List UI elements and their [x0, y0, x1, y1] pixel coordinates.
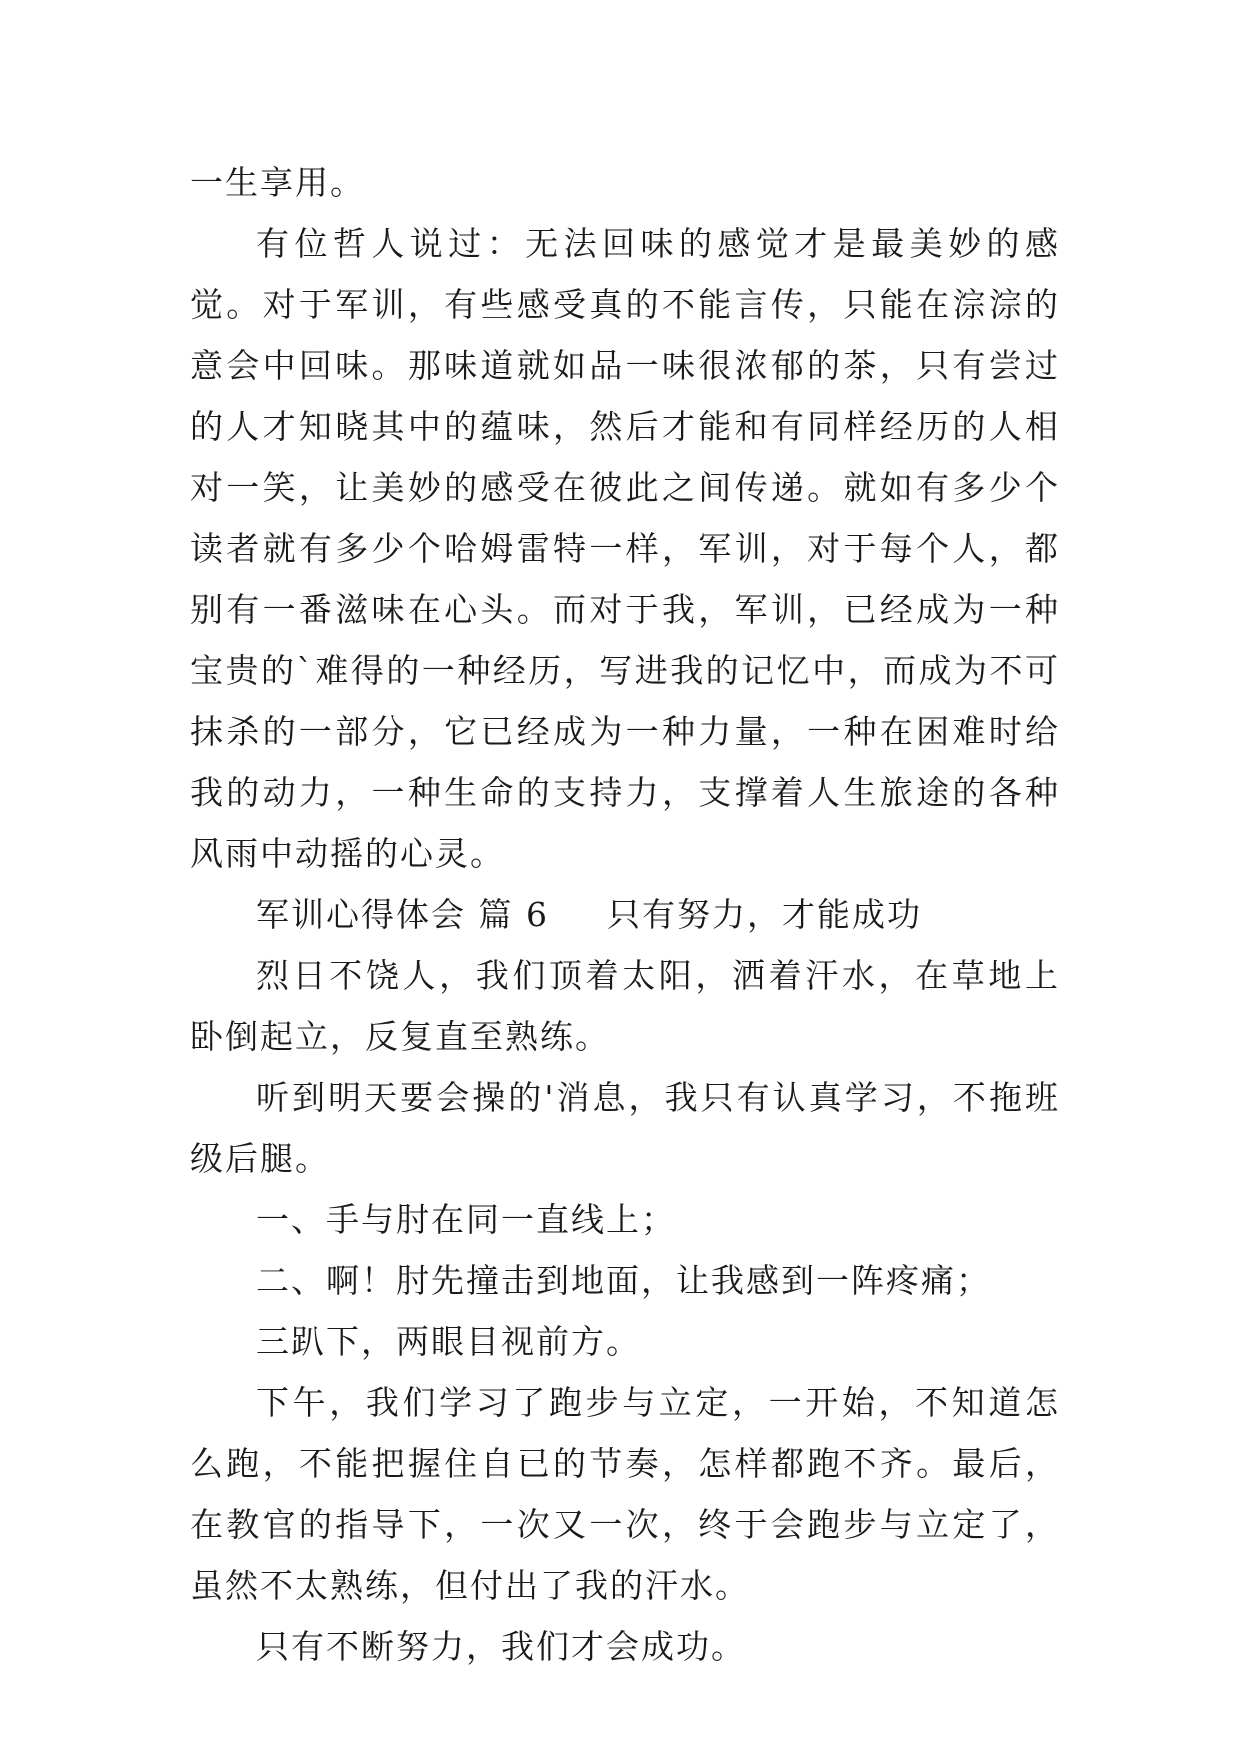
section-heading-number: 篇 6 [478, 895, 549, 934]
list-item-2: 二、啊！肘先撞击到地面，让我感到一阵疼痛； [256, 1261, 991, 1300]
paragraph-drill-news: 听到明天要会操的'消息，我只有认真学习，不拖班级后腿。 [190, 1078, 1060, 1178]
document-body [190, 152, 1060, 1677]
list-item-1: 一、手与肘在同一直线上； [256, 1200, 676, 1239]
paragraph-sun: 烈日不饶人，我们顶着太阳，洒着汗水，在草地上卧倒起立，反复直至熟练。 [190, 956, 1060, 1056]
paragraph-afternoon: 下午，我们学习了跑步与立定，一开始，不知道怎么跑，不能把握住自已的节奏，怎样都跑不齐。最后，在教官的指导下，一次又一次，终于会跑步与立定了，虽然不太熟练，但付出了我的汗水。 [190, 1383, 1060, 1605]
paragraph-philosopher: 有位哲人说过：无法回味的感觉才是最美妙的感觉。对于军训，有些感受真的不能言传，只能在淙淙的意会中回味。那味道就如品一味很浓郁的茶，只有尝过的人才知晓其中的蕴味，然后才能和有同样经历的人相对一笑，让美妙的感受在彼此之间传递。就如有多少个读者就有多少个哈姆雷特一样，军训，对于每个人，都别有一番滋味在心头。而对于我，军训，已经成为一种宝贵的`难得的一种经历，写进我的记忆中，而成为不可抹杀的一部分，它已经成为一种力量，一种在困难时给我的动力，一种生命的支持力，支撑着人生旅途的各种风雨中动摇的心灵。 [190, 224, 1060, 873]
list-item-3: 三趴下，两眼目视前方。 [256, 1322, 641, 1361]
section-heading-subtitle: 只有努力，才能成功 [607, 895, 922, 934]
section-heading [190, 884, 1060, 945]
paragraph-continuation: 一生享用。 [190, 163, 365, 202]
section-heading-title: 军训心得体会 [256, 895, 466, 934]
paragraph-conclusion: 只有不断努力，我们才会成功。 [256, 1627, 746, 1666]
